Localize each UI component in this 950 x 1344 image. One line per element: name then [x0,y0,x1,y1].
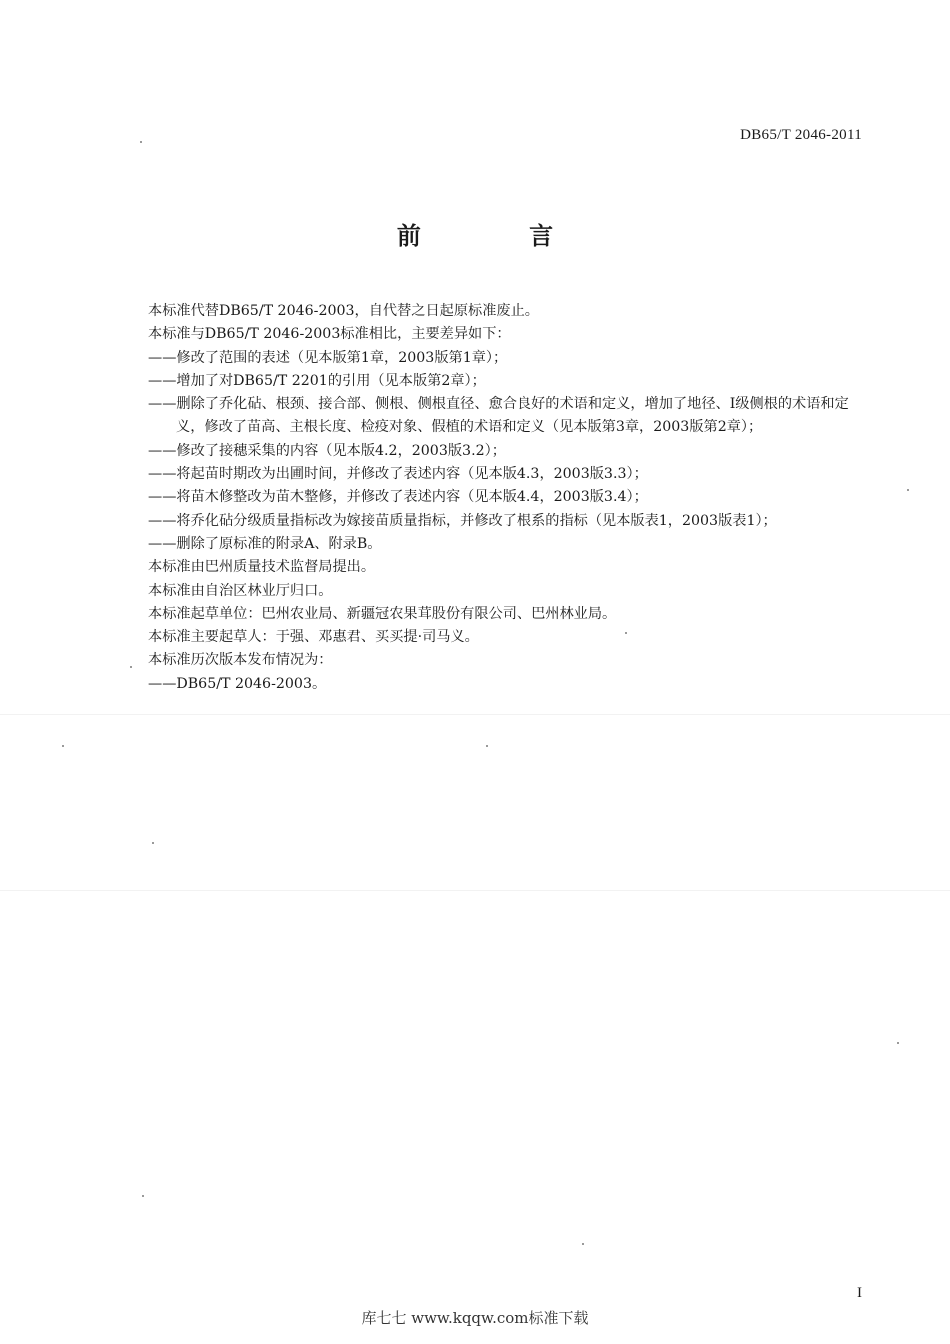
difference-item: ——将苗木修整改为苗木整修，并修改了表述内容（见本版4.4，2003版3.4）； [148,489,648,506]
difference-item: ——增加了对DB65/T 2201的引用（见本版第2章）； [148,372,486,389]
info-drafting-units: 本标准起草单位：巴州农业局、新疆冠农果茸股份有限公司、巴州林业局。 [148,605,617,622]
scan-speck [897,1042,899,1044]
scan-speck [486,745,488,747]
info-administrator: 本标准由自治区林业厅归口。 [148,582,333,599]
scan-line [0,890,950,891]
difference-item: ——删除了原标准的附录A、附录B。 [148,535,382,552]
scan-speck [130,666,132,668]
scan-speck [907,489,909,491]
paragraph-comparison: 本标准与DB65/T 2046-2003标准相比，主要差异如下： [148,326,511,343]
difference-item: ——修改了范围的表述（见本版第1章，2003版第1章）； [148,349,508,366]
foreword-body [148,300,868,696]
scan-speck [62,745,64,747]
difference-item: ——删除了乔化砧、根颈、接合部、侧根、侧根直径、愈合良好的术语和定义，增加了地径、I级侧根的术语和定义，修改了苗高、主根长度、检疫对象、假植的术语和定义（见本版第3章，2003版第2章）； [148,396,849,436]
info-drafters: 本标准主要起草人：于强、邓惠君、买买提·司马义。 [148,629,479,646]
history-item: ——DB65/T 2046-2003。 [148,675,327,692]
difference-item: ——修改了接穗采集的内容（见本版4.2，2003版3.2）； [148,442,506,459]
scan-speck [140,141,142,143]
info-proposer: 本标准由巴州质量技术监督局提出。 [148,559,376,576]
document-code: DB65/T 2046-2011 [740,127,862,143]
scan-speck [152,842,154,844]
paragraph-replacement: 本标准代替DB65/T 2046-2003，自代替之日起原标准废止。 [148,303,539,319]
footer-watermark: 库七七 www.kqqw.com标准下载 [361,1309,589,1327]
difference-item: ——将乔化砧分级质量指标改为嫁接苗质量指标，并修改了根系的指标（见本版表1，2003版表1）； [148,512,777,529]
scan-line [0,714,950,715]
scan-speck [582,1243,584,1245]
difference-item: ——将起苗时期改为出圃时间，并修改了表述内容（见本版4.3，2003版3.3）； [148,466,648,483]
page-number: I [857,1285,862,1301]
info-history-heading: 本标准历次版本发布情况为： [148,652,333,669]
page-title: 前 言 [396,222,604,250]
scan-speck [142,1195,144,1197]
